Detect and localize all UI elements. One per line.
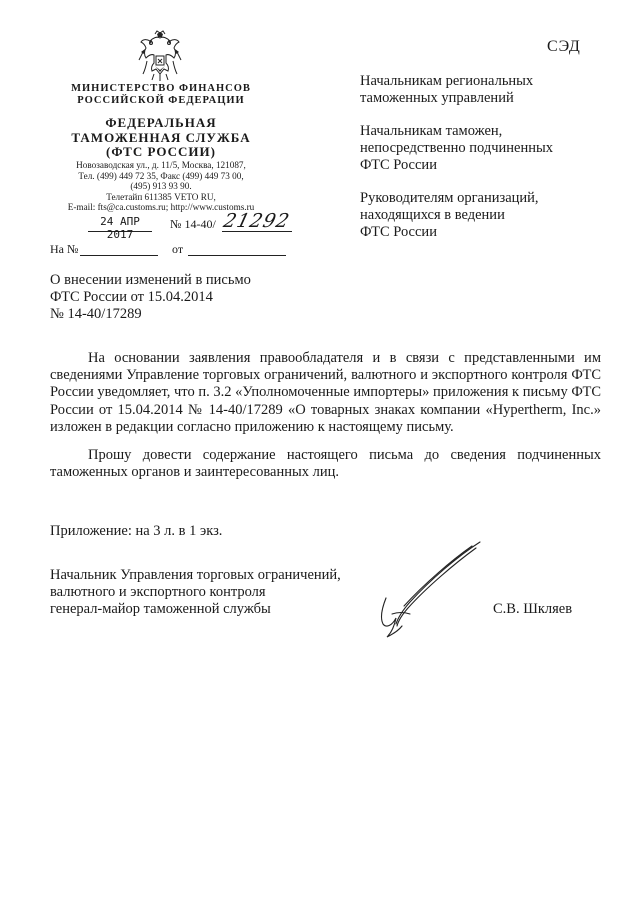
contact-line: Тел. (499) 449 72 35, Факс (499) 449 73 00, (78, 170, 244, 181)
signatory-title-line: валютного и экспортного контроля (50, 584, 266, 600)
contact-line: E-mail: fts@ca.customs.ru; http://www.customs.ru (67, 202, 255, 212)
recipient-line: находящихся в ведении (360, 207, 505, 223)
registration-date-stamp: 24 АПР 2017 (100, 215, 140, 241)
signatory-title-line: Начальник Управления торговых ограничений, (50, 567, 341, 583)
ministry-name (50, 83, 272, 107)
service-line: ФЕДЕРАЛЬНАЯ (105, 115, 217, 130)
service-name (50, 116, 272, 160)
reference-date-label: от (172, 242, 184, 256)
recipient-line: ФТС России (360, 157, 437, 173)
service-line: (ФТС РОССИИ) (106, 144, 216, 159)
body-paragraph: Прошу довести содержание настоящего письма до сведения подчиненных таможенных органов и заинтересованных лиц. (50, 447, 601, 481)
recipient-line: Начальникам таможен, (360, 123, 503, 139)
letter-body (50, 350, 601, 492)
contact-line: Телетайп 611385 VETO RU, (106, 191, 216, 202)
ministry-line: РОССИЙСКОЙ ФЕДЕРАЦИИ (77, 95, 245, 106)
recipient-line: ФТС России (360, 224, 437, 240)
reference-date-underline (188, 241, 286, 256)
reference-number-label: На № (50, 242, 79, 256)
recipient (360, 190, 600, 241)
subject-line: № 14-40/17289 (50, 306, 142, 322)
contact-line: (495) 913 93 90. (130, 181, 192, 191)
signatory-name: С.В. Шкляев (493, 601, 573, 617)
russian-double-headed-eagle-icon (137, 30, 183, 82)
subject-line: ФТС России от 15.04.2014 (50, 289, 213, 305)
recipient-line: непосредственно подчиненных (360, 140, 553, 156)
contact-line: Новозаводская ул., д. 11/5, Москва, 121087, (76, 160, 246, 170)
subject-line: О внесении изменений в письмо (50, 272, 251, 288)
recipient-line: таможенных управлений (360, 90, 514, 106)
service-line: ТАМОЖЕННАЯ СЛУЖБА (71, 129, 251, 145)
recipients-block (360, 73, 600, 257)
signatory-title (50, 567, 370, 618)
recipient-line: Начальникам региональных (360, 73, 534, 89)
recipient-line: Руководителям организаций, (360, 190, 539, 206)
recipient (360, 123, 600, 174)
recipient (360, 73, 600, 107)
reference-number-underline (80, 241, 158, 256)
document-system-mark: СЭД (547, 38, 581, 55)
contact-details (48, 160, 274, 213)
registration-number-label: № 14-40/ (170, 217, 216, 231)
ministry-line: МИНИСТЕРСТВО ФИНАНСОВ (71, 83, 251, 94)
registration-number-handwritten: 21292 (221, 210, 293, 232)
attachment-note: Приложение: на 3 л. в 1 экз. (50, 523, 223, 539)
signatory-title-line: генерал-майор таможенной службы (50, 601, 271, 617)
body-paragraph: На основании заявления правообладателя и в связи с представленными им сведениями Управление торговых ограничений, валютного и экспортного контроля ФТС России уведомляет, что п. 3.2 «Уполномоченные импортеры» приложения к письму ФТС России от 15.04.2014 № 14-40/17289 «О товарных знаках компании «Hypertherm, Inc.» изложен в редакции согласно приложению к настоящему письму. (50, 350, 601, 435)
handwritten-signature (368, 538, 486, 640)
letter-subject (50, 272, 290, 323)
